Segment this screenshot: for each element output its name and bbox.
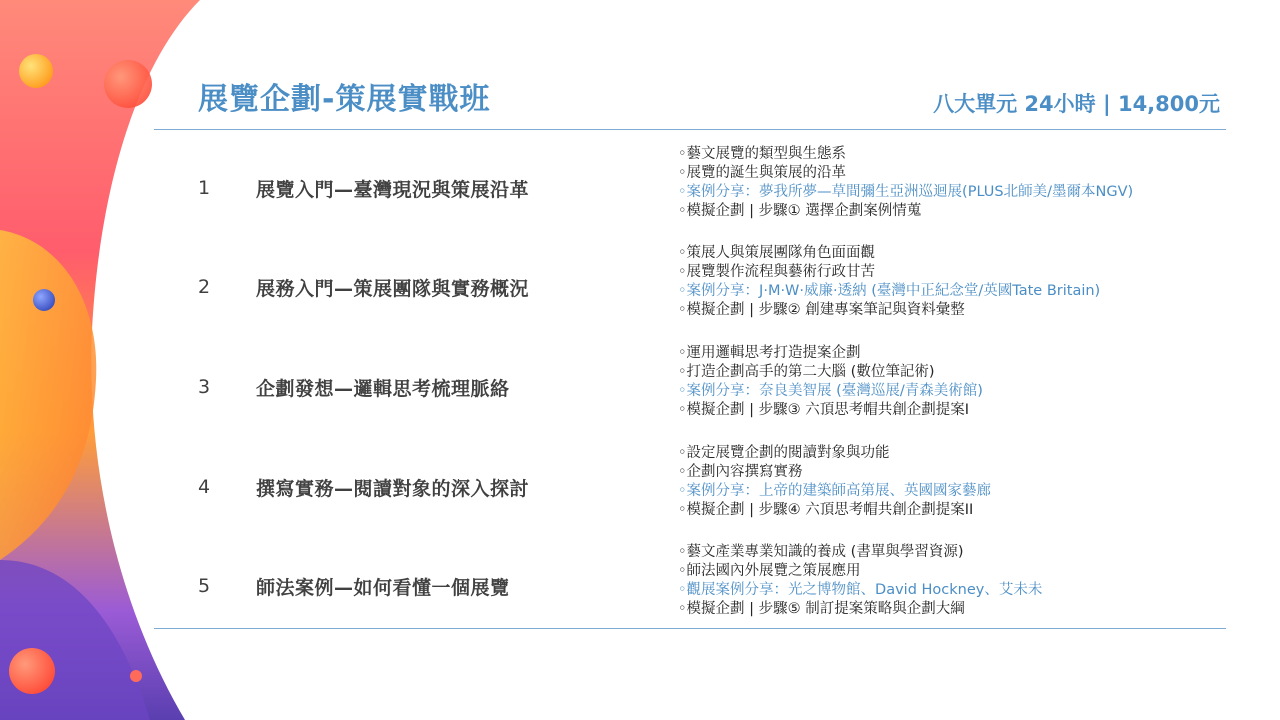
page-title: 展覽企劃-策展實戰班 (198, 82, 491, 117)
top-divider (154, 129, 1226, 130)
bullet-item: ◦策展人與策展團隊角色面面觀 (678, 245, 876, 261)
module-number: 1 (198, 177, 211, 199)
bullet-item: ◦模擬企劃 | 步驟① 選擇企劃案例情蒐 (678, 203, 922, 219)
case-study-item: ◦觀展案例分享：光之博物館、David Hockney、艾未未 (678, 582, 1043, 598)
case-study-item: ◦案例分享：上帝的建築師高第展、英國國家藝廊 (678, 483, 992, 499)
module-number: 4 (198, 476, 211, 498)
bullet-item: ◦模擬企劃 | 步驟⑤ 制訂提案策略與企劃大綱 (678, 601, 965, 617)
module-bullets (678, 145, 1133, 221)
module-title: 展務入門—策展團隊與實務概況 (256, 278, 530, 300)
module-bullets (678, 344, 983, 420)
module-number: 5 (198, 575, 211, 597)
case-study-item: ◦案例分享：夢我所夢—草間彌生亞洲巡迴展(PLUS北師美/墨爾本NGV) (678, 184, 1134, 200)
bullet-item: ◦藝文展覽的類型與生態系 (678, 146, 847, 162)
bottom-divider (154, 628, 1226, 629)
bullet-item: ◦模擬企劃 | 步驟② 創建專案筆記與資料彙整 (678, 302, 965, 318)
bullet-item: ◦運用邏輯思考打造提案企劃 (678, 345, 861, 361)
bullet-item: ◦展覽製作流程與藝術行政甘苦 (678, 264, 876, 280)
module-row-5 (0, 543, 1280, 627)
bullet-item: ◦模擬企劃 | 步驟③ 六頂思考帽共創企劃提案I (678, 402, 970, 418)
module-title: 展覽入門—臺灣現況與策展沿革 (256, 179, 530, 201)
module-title: 師法案例—如何看懂一個展覽 (256, 577, 510, 599)
case-study-item: ◦案例分享：奈良美智展 (臺灣巡展/青森美術館) (678, 383, 983, 399)
course-summary: 八大單元 24小時 | 14,800元 (933, 92, 1220, 116)
case-study-item: ◦案例分享：J·M·W·威廉·透納 (臺灣中正紀念堂/英國Tate Britain) (678, 283, 1101, 299)
module-bullets (678, 444, 991, 520)
module-number: 3 (198, 376, 211, 398)
module-title: 撰寫實務—閱讀對象的深入探討 (256, 478, 530, 500)
bullet-item: ◦展覽的誕生與策展的沿革 (678, 165, 847, 181)
module-row-2 (0, 244, 1280, 328)
module-row-1 (0, 145, 1280, 229)
module-title: 企劃發想—邏輯思考梳理脈絡 (256, 378, 510, 400)
bullet-item: ◦企劃內容撰寫實務 (678, 464, 803, 480)
module-bullets (678, 244, 1100, 320)
module-row-3 (0, 344, 1280, 428)
bullet-item: ◦打造企劃高手的第二大腦 (數位筆記術) (678, 364, 935, 380)
module-row-4 (0, 444, 1280, 528)
bullet-item: ◦師法國內外展覽之策展應用 (678, 563, 861, 579)
module-bullets (678, 543, 1042, 619)
module-number: 2 (198, 276, 211, 298)
bullet-item: ◦藝文產業專業知識的養成 (書單與學習資源) (678, 544, 964, 560)
bullet-item: ◦設定展覽企劃的閱讀對象與功能 (678, 445, 890, 461)
bullet-item: ◦模擬企劃 | 步驟④ 六頂思考帽共創企劃提案II (678, 502, 974, 518)
